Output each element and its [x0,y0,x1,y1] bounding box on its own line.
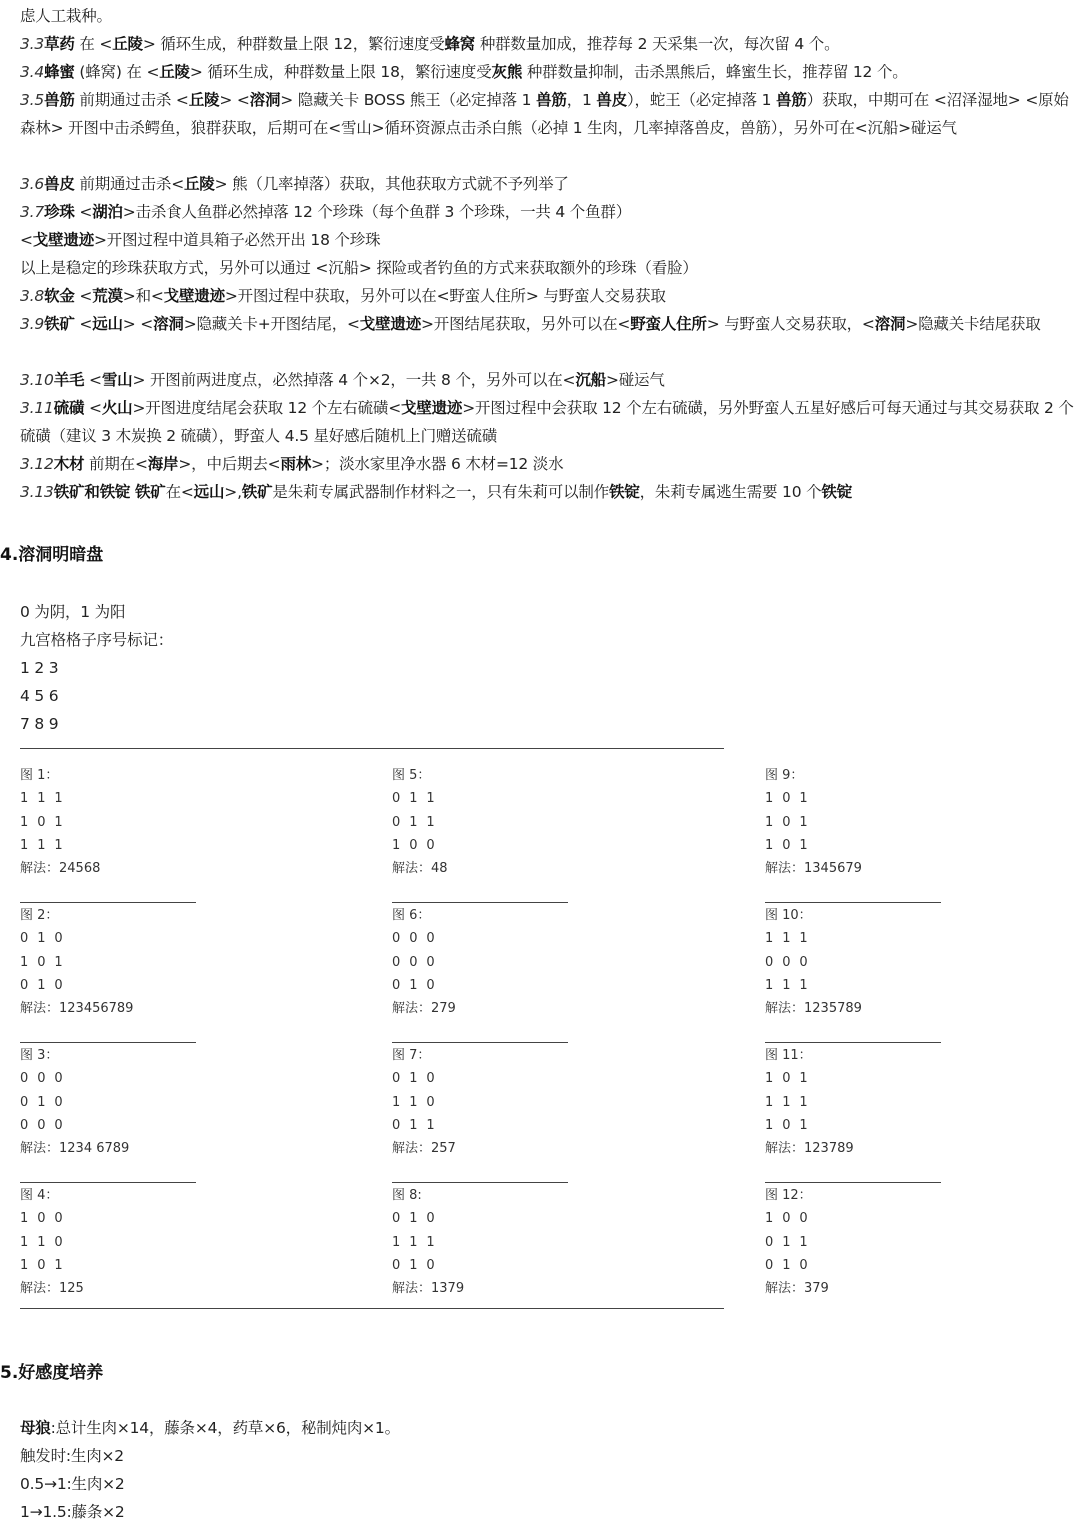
keyword: 戈壁遗迹 [401,399,463,417]
keyword: 蜂窝 [444,35,476,53]
puzzle-row: 0 1 0 [20,1094,66,1110]
item-text: > 熊（几率掉落）获取，其他获取方式就不予列举了 [214,175,569,193]
puzzle-row: 1 1 1 [20,791,66,807]
keyword: 兽筋 [536,91,567,109]
keyword: 海岸 [147,455,179,473]
item-text: >开图进度结尾会获取 12 个左右硫磺< [132,399,402,417]
item-text: >击杀食人鱼群必然掉落 12 个珍珠（每个鱼群 3 个珍珠，一共 4 个鱼群） [122,203,631,221]
section-5-heading: 5.好感度培养 [0,1363,104,1383]
puzzle-title: 图 6： [392,908,431,923]
puzzle-column [20,764,380,1324]
puzzle-row: 1 0 1 [765,814,811,830]
puzzle-row: 0 1 1 [392,814,438,830]
puzzle-row: 0 1 1 [392,791,438,807]
puzzle-row: 0 1 0 [20,977,66,993]
item-number: 3.4 [20,63,45,81]
item-text: 种群数量加成，推荐每 2 天采集一次，每次留 4 个。 [475,35,840,53]
item-number: 3.6 [20,175,45,193]
puzzle-row: 1 1 1 [392,1234,438,1250]
keyword: 戈壁遗迹 [359,315,421,333]
resource-item [20,450,1078,478]
puzzle-row: 0 0 0 [392,931,438,947]
item-text: 是朱莉专属武器制作材料之一，只有朱莉可以制作 [272,483,610,501]
puzzle-card [765,1044,1080,1184]
puzzle-title: 图 12： [765,1188,812,1203]
puzzle-solution: 解法：48 [392,861,448,877]
puzzle-card [765,1184,1080,1324]
item-number: 3.9 [20,315,45,333]
puzzle-card [765,904,1080,1044]
puzzle-card [392,764,752,904]
keyword: 雪山 [101,371,133,389]
item-text: >和< [122,287,164,305]
keyword: 戈壁遗迹 [32,231,94,249]
item-number: 3.5 [20,91,45,109]
card-divider [765,1042,941,1043]
keyword: 铁矿 [241,483,273,501]
item-text: 前期通过击杀 < [74,91,189,109]
item-number: 3.8 [20,287,45,305]
keyword: 戈壁遗迹 [163,287,225,305]
puzzle-solution: 解法：279 [392,1001,456,1017]
keyword: 丘陵 [159,63,190,81]
item-text: > 隐藏关卡 BOSS 熊王（必定掉落 1 [280,91,537,109]
puzzle-card [392,1044,752,1184]
item-number: 3.3 [20,35,45,53]
item-text: < [84,399,102,417]
keyword: 硫磺 [53,399,85,417]
keyword: 草药 [44,35,75,53]
puzzle-row: 1 0 1 [765,1117,811,1133]
puzzle-row: 1 0 1 [20,814,66,830]
resource-item [20,58,1078,86]
keyword: 蜂蜜 [44,63,75,81]
resource-item [20,86,1078,142]
card-divider [392,902,568,903]
puzzle-card [20,1184,380,1324]
divider-rule [20,1308,724,1309]
puzzle-title: 图 3： [20,1048,59,1063]
puzzle-column [392,764,752,1324]
puzzle-row: 0 1 0 [392,1257,438,1273]
puzzle-row: 1 0 1 [765,837,811,853]
resource-item [20,198,1078,226]
item-text: < [74,315,93,333]
puzzle-row: 1 0 1 [20,954,66,970]
resource-item [20,478,1078,506]
affinity-step: 触发时:生肉×2 [20,1447,124,1465]
keyword: 珍珠 [44,203,75,221]
puzzle-row: 1 1 1 [20,837,66,853]
keyword: 丘陵 [188,91,220,109]
keyword: 软金 [44,287,75,305]
keyword: 铁矿 [134,483,166,501]
puzzle-title: 图 9： [765,768,804,783]
card-divider [765,902,941,903]
affinity-target: 母狼 [20,1419,51,1437]
keyword: 雨林 [280,455,312,473]
item-text: 前期通过击杀< [74,175,184,193]
intro-line: 7 8 9 [20,715,59,733]
intro-line: 九宫格格子序号标记： [20,631,174,649]
item-text: >开图结尾获取，另外可以在< [421,315,631,333]
intro-line: 1 2 3 [20,659,59,677]
card-divider [392,1042,568,1043]
affinity-summary-text: :总计生肉×14，藤条×4，药草×6，秘制炖肉×1。 [50,1419,400,1437]
keyword: 溶洞 [874,315,906,333]
puzzle-row: 1 0 0 [765,1211,811,1227]
puzzle-row: 0 1 0 [392,1071,438,1087]
keyword: 铁锭 [821,483,853,501]
resource-item [20,310,1078,338]
item-text: > 与野蛮人交易获取，< [706,315,875,333]
divider-rule [20,748,724,749]
item-text: ）获取，中期可在 <沼泽湿地> <原始森林> 开图中击杀鳄鱼，狼群获取，后期可在<雪山>循环资源点击杀白熊（必掉 1 生肉，几率掉落兽皮，兽筋），另外可在<沉船>碰运气 [20,91,1069,137]
puzzle-solution: 解法：1235789 [765,1001,862,1017]
keyword: 铁矿 [44,315,75,333]
item-text: >, [224,483,242,501]
puzzle-solution: 解法：125 [20,1281,84,1297]
keyword: 野蛮人住所 [630,315,707,333]
affinity-step: 0.5→1:生肉×2 [20,1475,125,1493]
item-text: 前期在< [84,455,148,473]
puzzle-row: 1 1 1 [765,977,811,993]
puzzle-card [765,764,1080,904]
puzzle-solution: 解法：123789 [765,1141,854,1157]
item-number: 3.11 [20,399,54,417]
item-text: >开图过程中会获取 12 个左右硫磺，另外野蛮人五星好感后可每天通过与其交易获取 2 个硫磺（建议 3 木炭换 2 硫磺），野蛮人 4.5 星好感后随机上门赠送硫磺 [20,399,1074,445]
keyword: 溶洞 [249,91,281,109]
resource-item [20,282,1078,310]
card-divider [20,1042,196,1043]
resource-item [20,226,1078,254]
puzzle-row: 1 0 0 [20,1211,66,1227]
puzzle-row: 1 0 1 [765,791,811,807]
item-text: 种群数量抑制，击杀黑熊后，蜂蜜生长，推荐留 12 个。 [522,63,908,81]
keyword: 湖泊 [92,203,123,221]
item-number: 3.10 [20,371,54,389]
puzzle-row: 0 1 0 [765,1257,811,1273]
intro-line: 4 5 6 [20,687,59,705]
item-text: ，朱莉专属逃生需要 10 个 [639,483,822,501]
puzzle-row: 0 1 0 [392,1211,438,1227]
puzzle-solution: 解法：1379 [392,1281,465,1297]
puzzle-row: 1 1 1 [765,931,811,947]
puzzle-solution: 解法：379 [765,1281,829,1297]
item-text: < [20,231,33,249]
item-text: >；淡水家里净水器 6 木材=12 淡水 [311,455,564,473]
card-divider [765,1182,941,1183]
puzzle-row: 1 1 0 [392,1094,438,1110]
resource-item [20,366,1078,394]
puzzle-card [20,904,380,1044]
puzzle-solution: 解法：1234 6789 [20,1141,130,1157]
puzzle-card [392,904,752,1044]
item-text: >开图过程中获取，另外可以在<野蛮人住所> 与野蛮人交易获取 [224,287,666,305]
item-text: 以上是稳定的珍珠获取方式，另外可以通过 <沉船> 探险或者钓鱼的方式来获取额外的珍珠（看脸） [20,259,698,277]
item-text: >，中后期去< [178,455,281,473]
card-divider [20,1182,196,1183]
puzzle-title: 图 8: [392,1188,422,1203]
section-4-heading: 4.溶洞明暗盘 [0,545,104,565]
puzzle-title: 图 7： [392,1048,431,1063]
card-divider [20,902,196,903]
item-text: > 开图前两进度点，必然掉落 4 个×2，一共 8 个，另外可以在< [132,371,576,389]
keyword: 荒漠 [92,287,123,305]
puzzle-title: 图 1： [20,768,59,783]
keyword: 铁矿和铁锭 [53,483,131,501]
item-text: < [84,371,102,389]
item-text: > < [122,315,154,333]
keyword: 丘陵 [112,35,143,53]
puzzle-row: 1 0 1 [20,1257,66,1273]
keyword: 木材 [53,455,85,473]
puzzle-row: 0 0 0 [20,1071,66,1087]
puzzle-card [20,764,380,904]
keyword: 远山 [92,315,123,333]
keyword: 灰熊 [491,63,523,81]
puzzle-row: 0 1 1 [392,1117,438,1133]
keyword: 兽皮 [44,175,75,193]
affinity-step: 1→1.5:藤条×2 [20,1503,125,1521]
resource-item [20,30,1078,58]
item-text: 在< [165,483,194,501]
keyword: 沉船 [575,371,606,389]
keyword: 兽筋 [776,91,807,109]
item-text: > 循环生成，种群数量上限 18，繁衍速度受 [189,63,492,81]
text-line: 虑人工栽种。 [20,7,112,25]
item-text: ，1 [566,91,597,109]
item-number: 3.13 [20,483,54,501]
item-text: < [74,287,93,305]
intro-line: 0 为阴，1 为阳 [20,603,126,621]
keyword: 远山 [193,483,225,501]
puzzle-title: 图 5： [392,768,431,783]
item-text: 在 < [74,35,113,53]
resource-item [20,394,1078,450]
keyword: 兽筋 [44,91,75,109]
puzzle-card [392,1184,752,1324]
keyword: 丘陵 [184,175,215,193]
keyword: 兽皮 [596,91,627,109]
item-number: 3.7 [20,203,45,221]
keyword: 铁锭 [609,483,640,501]
puzzle-row: 0 0 0 [392,954,438,970]
puzzle-title: 图 11： [765,1048,812,1063]
keyword: 羊毛 [53,371,85,389]
affinity-summary [20,1414,1078,1442]
item-text: > < [219,91,250,109]
puzzle-row: 0 1 0 [392,977,438,993]
puzzle-row: 0 0 0 [20,1117,66,1133]
puzzle-title: 图 2： [20,908,59,923]
puzzle-solution: 解法：123456789 [20,1001,134,1017]
puzzle-solution: 解法：1345679 [765,861,862,877]
puzzle-column [765,764,1080,1324]
card-divider [392,1182,568,1183]
puzzle-card [20,1044,380,1184]
item-text: >碰运气 [605,371,665,389]
resource-item [20,170,1078,198]
item-text: ），蛇王（必定掉落 1 [627,91,777,109]
resource-item [20,254,1078,282]
item-text: >隐藏关卡+开图结尾，< [183,315,360,333]
item-text: (蜂窝) 在 < [74,63,160,81]
puzzle-title: 图 4： [20,1188,59,1203]
puzzle-row: 0 1 0 [20,931,66,947]
puzzle-row: 1 1 1 [765,1094,811,1110]
item-text: > 循环生成，种群数量上限 12，繁衍速度受 [142,35,445,53]
puzzle-row: 0 1 1 [765,1234,811,1250]
puzzle-row: 1 0 1 [765,1071,811,1087]
puzzle-row: 1 1 0 [20,1234,66,1250]
item-number: 3.12 [20,455,54,473]
keyword: 溶洞 [153,315,184,333]
item-text: < [74,203,93,221]
puzzle-row: 0 0 0 [765,954,811,970]
puzzle-title: 图 10： [765,908,812,923]
item-text: >隐藏关卡结尾获取 [905,315,1041,333]
puzzle-solution: 解法：257 [392,1141,456,1157]
puzzle-solution: 解法：24568 [20,861,101,877]
item-text: >开图过程中道具箱子必然开出 18 个珍珠 [94,231,381,249]
keyword: 火山 [101,399,133,417]
puzzle-row: 1 0 0 [392,837,438,853]
